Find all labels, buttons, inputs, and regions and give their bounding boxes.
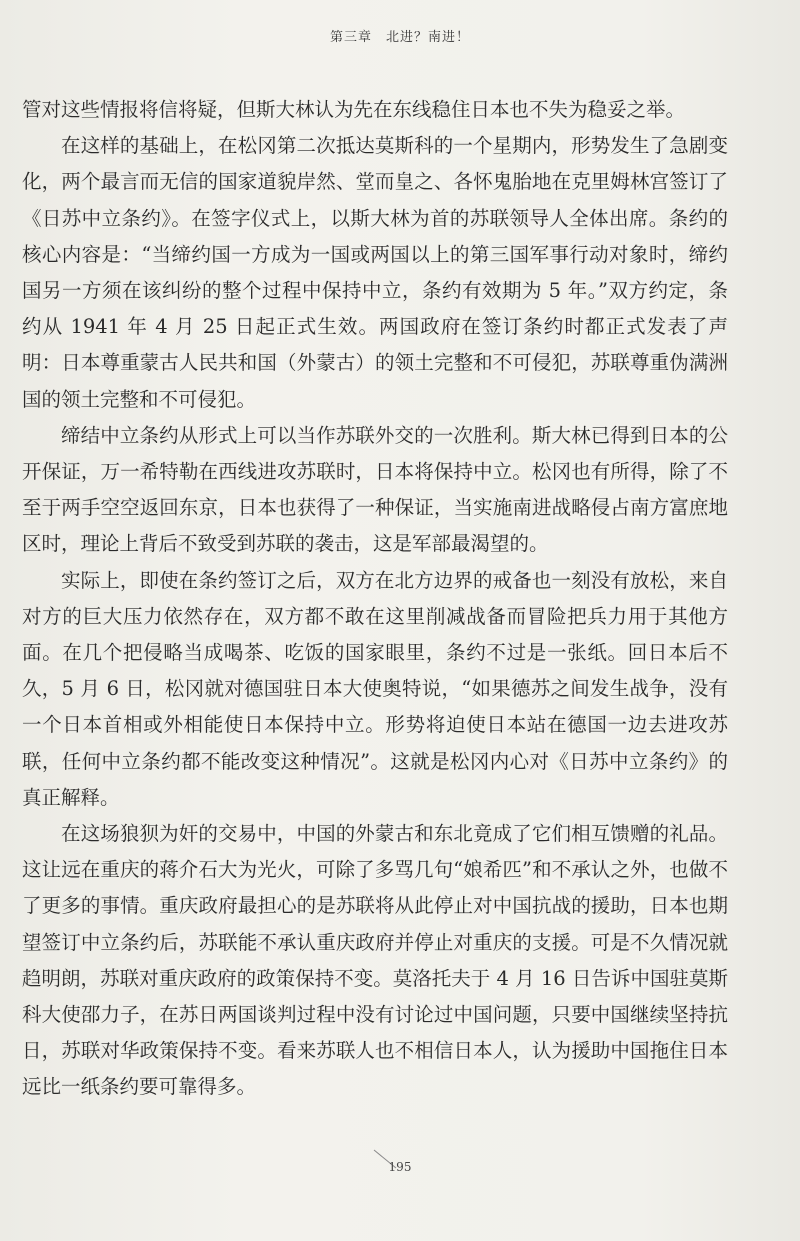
running-header: 第三章 北进？南进！: [329, 30, 470, 45]
paragraph-1: 管对这些情报将信将疑，但斯大林认为先在东线稳住日本也不失为稳妥之举。: [22, 98, 686, 121]
body-text: [22, 92, 728, 1106]
page-number: 195: [388, 1160, 412, 1174]
paragraph-5: 在这场狼狈为奸的交易中，中国的外蒙古和东北竟成了它们相互馈赠的礼品。这让远在重庆的蒋介石大为光火，可除了多骂几句“娘希匹”和不承认之外，也做不了更多的事情。重庆政府最担心的是苏联将从此停止对中国抗战的援助，日本也期望签订中立条约后，苏联能不承认重庆政府并停止对重庆的支援。可是不久情况就趋明朗，苏联对重庆政府的政策保持不变。莫洛托夫于 4 月 16 日告诉中国驻莫斯科大使邵力子，在苏日两国谈判过程中没有讨论过中国问题，只要中国继续坚持抗日，苏联对华政策保持不变。看来苏联人也不相信日本人，认为援助中国拖住日本远比一纸条约要可靠得多。: [22, 822, 728, 1099]
paragraph-3: 缔结中立条约从形式上可以当作苏联外交的一次胜利。斯大林已得到日本的公开保证，万一希特勒在西线进攻苏联时，日本将保持中立。松冈也有所得，除了不至于两手空空返回东京，日本也获得了一种保证，当实施南进战略侵占南方富庶地区时，理论上背后不致受到苏联的袭击，这是军部最渴望的。: [22, 423, 728, 556]
paragraph-4: 实际上，即使在条约签订之后，双方在北方边界的戒备也一刻没有放松，来自对方的巨大压力依然存在，双方都不敢在这里削减战备而冒险把兵力用于其他方面。在几个把侵略当成喝茶、吃饭的国家眼里，条约不过是一张纸。回日本后不久，5 月 6 日，松冈就对德国驻日本大使奥特说，“如果德苏之间发生战争，没有一个日本首相或外相能使日本保持中立。形势将迫使日本站在德国一边去进攻苏联，任何中立条约都不能改变这种情况”。这就是松冈内心对《日苏中立条约》的真正解释。: [22, 568, 728, 809]
paragraph-2: 在这样的基础上，在松冈第二次抵达莫斯科的一个星期内，形势发生了急剧变化，两个最言而无信的国家道貌岸然、堂而皇之、各怀鬼胎地在克里姆林宫签订了《日苏中立条约》。在签字仪式上，以斯大林为首的苏联领导人全体出席。条约的核心内容是：“当缔约国一方成为一国或两国以上的第三国军事行动对象时，缔约国另一方须在该纠纷的整个过程中保持中立，条约有效期为 5 年。”双方约定，条约从 1941 年 4 月 25 日起正式生效。两国政府在签订条约时都正式发表了声明：日本尊重蒙古人民共和国（外蒙古）的领土完整和不可侵犯，苏联尊重伪满洲国的领土完整和不可侵犯。: [22, 134, 728, 411]
